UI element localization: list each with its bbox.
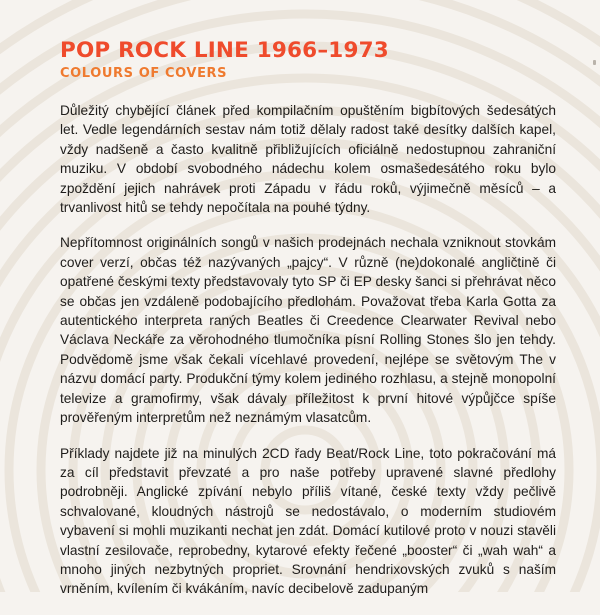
- paragraph-1: Důležitý chybějící článek před kompilačním opuštěním bigbítových šedesátých let. Vedle legendárních sestav nám totiž dělaly radost také desítky dalších kapel, vždy nadšeně a často kvalitně přibližujících oficiálně nedostupnou zahraniční muziku. V období svobodného nádechu kolem osmašedesátého roku bylo zpoždění jejich nahrávek proti Západu v řádu roků, výjimečně měsíců – a trvanlivost hitů se tehdy nepočítala na pouhé týdny.: [60, 103, 556, 216]
- paragraph-2: Nepřítomnost originálních songů v našich prodejnách nechala vzniknout stovkám cover verzí, občas též nazývaných „pajcy“. V různě (ne)dokonalé angličtině či opatřené českými texty představovaly tyto SP či EP desky šanci si přehrávat něco se občas jen vzdáleně podobajícího předlohám. Považovat třeba Karla Gotta za autentického interpreta raných Beatles či Creedence Clearwater Revival nebo Václava Neckáře za věrohodného tlumočníka písní Rolling Stones šlo jen tehdy. Podvědomě jsme však čekali vícehlavé provedení, nejlépe se světovým The v názvu domácí party. Produkční týmy kolem jediného rozhlasu, a stejně monopolní televize a gramofirmy, však dávaly příležitost k první hitové výpůjčce spíše prověřeným interpretům než neznámým vlasatcům.: [60, 235, 556, 426]
- paragraph-3: Příklady najdete již na minulých 2CD řady Beat/Rock Line, toto pokračování má za cíl představit převzaté a pro naše potřeby upravené slavné předlohy podrobněji. Anglické zpívání nebylo příliš vítané, české texty vždy pečlivě schvalované, kloudných nástrojů se nedostávalo, o moderním studiovém vybavení si mohli muzikanti nechat jen zdát. Domácí kutilové proto v nouzi stavěli vlastní zesilovače, reprobedny, kytarové efekty řečené „booster“ či „wah wah“ a mnoho jiných nezbytných propriet. Srovnání hendrixovských zvuků s naším vrněním, kvílením či kvákáním, navíc decibelově zadupaným: [60, 445, 556, 597]
- page-title: POP ROCK LINE 1966–1973: [60, 38, 389, 63]
- article-body: [60, 101, 556, 615]
- page-edge-mark: [593, 60, 596, 65]
- page-subtitle: COLOURS OF COVERS: [60, 66, 228, 81]
